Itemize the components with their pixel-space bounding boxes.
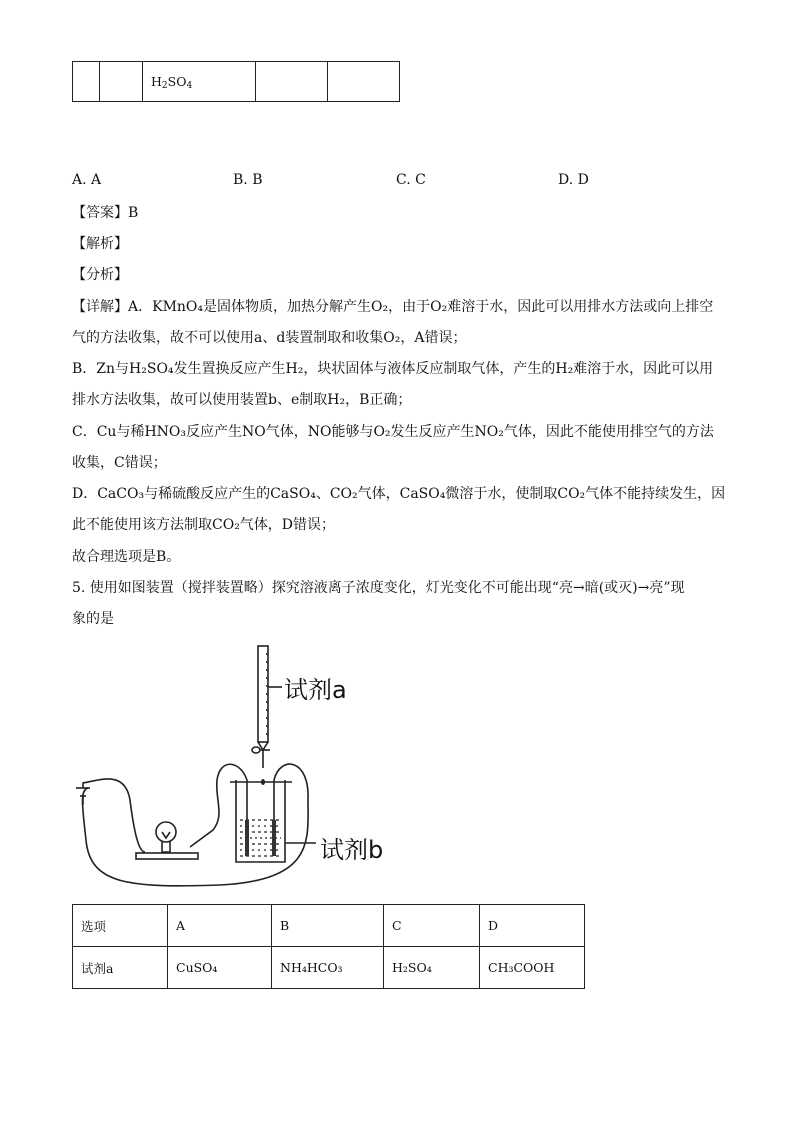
option-cell: H₂SO₄ xyxy=(384,947,480,989)
reagent-a-label: 试剂a xyxy=(284,676,347,704)
lamp-base-icon xyxy=(136,853,198,859)
detail-line-1 xyxy=(72,297,713,317)
apparatus-diagram xyxy=(70,640,410,895)
answer-line xyxy=(72,203,138,223)
answer-tag: 【答案】 xyxy=(72,205,128,221)
detail-text: A．KMnO₄是固体物质，加热分解产生O₂，由于O₂难溶于水，因此可以用排水方法或向上排空 xyxy=(128,299,714,315)
header-cell: D xyxy=(480,905,585,947)
top-table-fragment xyxy=(72,61,400,102)
header-cell: 选项 xyxy=(73,905,168,947)
top-table-cell xyxy=(328,62,400,102)
choice-c: C. C xyxy=(396,172,426,188)
choice-b: B. B xyxy=(233,172,263,188)
analysis-tag: 【解析】 xyxy=(72,236,128,252)
detail-line: 气的方法收集，故不可以使用a、d装置制取和收集O₂，A错误； xyxy=(72,330,467,346)
row-label-cell: 试剂a xyxy=(73,947,168,989)
detail-line: 排水方法收集，故可以使用装置b、e制取H₂，B正确； xyxy=(72,392,412,408)
choice-a: A. A xyxy=(72,172,102,188)
options-row xyxy=(73,947,585,989)
choice-d: D. D xyxy=(558,172,589,188)
top-table-formula: $H_2SO_4$ xyxy=(143,62,256,102)
top-table-cell xyxy=(73,62,100,102)
reagent-b-label: 试剂b xyxy=(320,836,384,864)
header-cell: B xyxy=(272,905,384,947)
detail-line: B．Zn与H₂SO₄发生置换反应产生H₂，块状固体与液体反应制取气体，产生的H₂难溶于水，因此可以用 xyxy=(72,361,714,377)
detail-line: 此不能使用该方法制取CO₂气体，D错误； xyxy=(72,517,336,533)
option-cell: NH₄HCO₃ xyxy=(272,947,384,989)
detail-line: C．Cu与稀HNO₃反应产生NO气体，NO能够与O₂发生反应产生NO₂气体，因此不能使用排空气的方法 xyxy=(72,424,714,440)
detail-line: 收集，C错误； xyxy=(72,455,167,471)
option-cell: CH₃COOH xyxy=(480,947,585,989)
fenxi-tag: 【分析】 xyxy=(72,267,128,283)
question-5-line-1: 5. 使用如图装置（搅拌装置略）探究溶液离子浓度变化，灯光变化不可能出现“亮→暗(或灭)→亮”现 xyxy=(72,580,685,596)
detail-tag: 【详解】 xyxy=(72,299,128,315)
header-cell: A xyxy=(168,905,272,947)
option-cell: CuSO₄ xyxy=(168,947,272,989)
options-table xyxy=(72,904,585,989)
top-table-cell xyxy=(100,62,143,102)
answer-value: B xyxy=(128,205,139,221)
detail-line: D．CaCO₃与稀硫酸反应产生的CaSO₄、CO₂气体，CaSO₄微溶于水，使制取CO₂气体不能持续发生，因 xyxy=(72,486,726,502)
drop-icon xyxy=(261,779,265,785)
top-table-cell xyxy=(256,62,328,102)
detail-line: 故合理选项是B。 xyxy=(72,549,181,565)
options-header-row xyxy=(73,905,585,947)
header-cell: C xyxy=(384,905,480,947)
question-5-line-2: 象的是 xyxy=(72,611,114,627)
